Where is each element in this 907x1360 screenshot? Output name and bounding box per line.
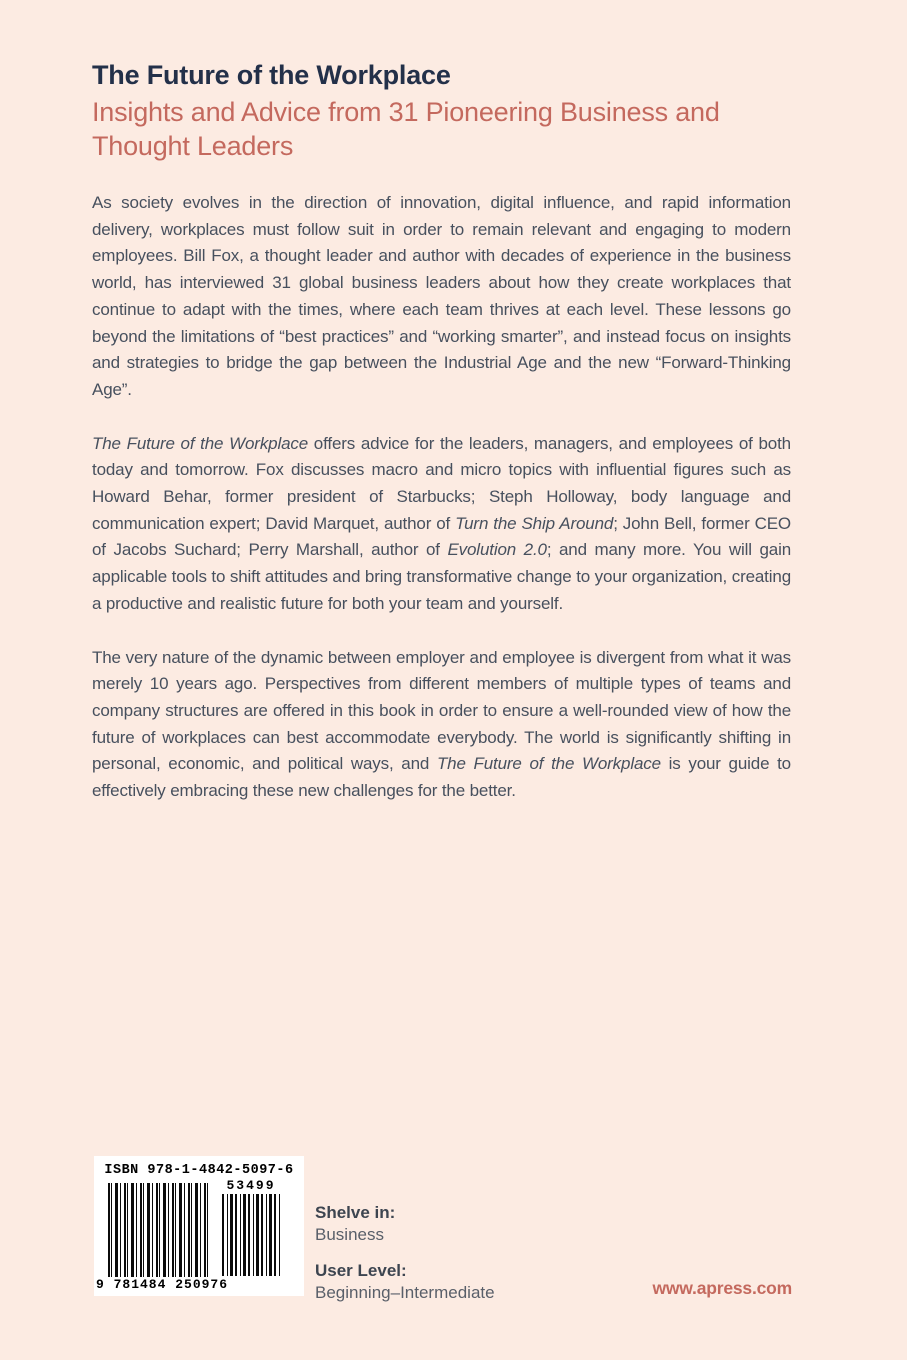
user-level-value: Beginning–Intermediate — [315, 1283, 495, 1302]
price-supplement-code: 53499 — [226, 1178, 276, 1193]
ean-barcode-icon — [108, 1183, 210, 1277]
shelving-info — [315, 1202, 495, 1304]
shelve-in-label: Shelve in: — [315, 1203, 396, 1222]
isbn-text: ISBN 978-1-4842-5097-6 — [104, 1163, 294, 1178]
supplement-barcode-icon — [222, 1194, 280, 1276]
description-paragraph-2: The Future of the Workplace offers advice for the leaders, managers, and employees of both today and tomorrow. Fox discusses macro and micro topics with influential figures such as Howard Behar, former president of Starbucks; Steph Holloway, body language and communication expert; David Marquet, author of Turn the Ship Around; John Bell, former CEO of Jacobs Suchard; Perry Marshall, author of Evolution 2.0; and many more. You will gain applicable tools to shift attitudes and bring transformative change to your organization, creating a productive and realistic future for both your team and yourself. — [92, 433, 791, 613]
shelve-in-value: Business — [315, 1225, 384, 1244]
spacer — [315, 1246, 495, 1260]
description — [92, 190, 791, 832]
book-title: The Future of the Workplace — [92, 60, 451, 90]
header — [92, 58, 798, 163]
barcode-panel — [94, 1156, 304, 1296]
description-paragraph-1: As society evolves in the direction of innovation, digital influence, and rapid information delivery, workplaces must follow suit in order to remain relevant and engaging to modern employees. Bill Fox, a thought leader and author with decades of experience in the business world, has interviewed 31 global business leaders about how they create workplaces that continue to adapt with the times, where each team thrives at each level. These lessons go beyond the limitations of “best practices” and “working smarter”, and instead focus on insights and strategies to bridge the gap between the Industrial Age and the new “Forward-Thinking Age”. — [92, 193, 791, 399]
book-subtitle: Insights and Advice from 31 Pioneering Business and Thought Leaders — [92, 97, 720, 161]
user-level-label: User Level: — [315, 1261, 407, 1280]
ean-digits: 9 781484 250976 — [96, 1277, 229, 1292]
description-paragraph-3: The very nature of the dynamic between employer and employee is divergent from what it was merely 10 years ago. Perspectives from different members of multiple types of teams and company structures are offered in this book in order to ensure a well-rounded view of how the future of workplaces can best accommodate everybody. The world is significantly shifting in personal, economic, and political ways, and The Future of the Workplace is your guide to effectively embracing these new challenges for the better. — [92, 647, 791, 801]
publisher-website: www.apress.com — [652, 1278, 792, 1298]
